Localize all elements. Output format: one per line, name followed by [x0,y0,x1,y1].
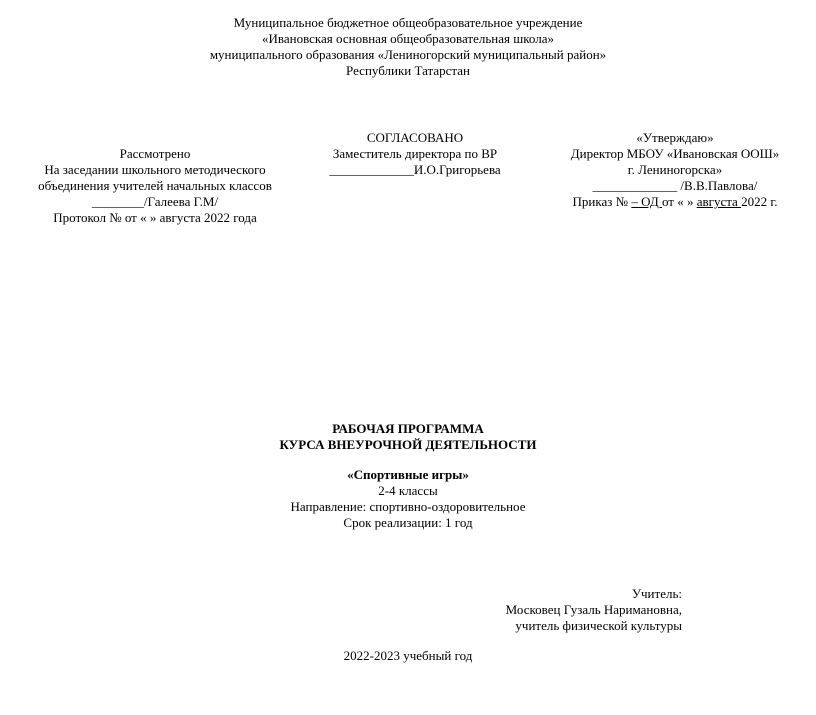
teacher-position: учитель физической культуры [515,618,682,633]
reviewed-protocol: Протокол № от « » августа 2022 года [53,210,257,225]
reviewed-line-3: объединения учителей начальных классов [38,178,272,193]
agreed-signature: _____________И.О.Григорьева [329,162,501,177]
approved-city: г. Лениногорска» [627,162,723,177]
course-name: «Спортивные игры» [347,467,469,482]
teacher-name: Московец Гузаль Наримановна, [505,602,682,617]
approved-position: Директор МБОУ «Ивановская ООШ» [570,146,780,161]
reviewed-signature: ________/Галеева Г.М/ [91,194,219,209]
agreed-position: Заместитель директора по ВР [332,146,498,161]
header-line-3: муниципального образования «Лениногорский муниципальный район» [209,47,607,62]
order-year: 2022 г. [741,194,778,209]
program-subtitle: КУРСА ВНЕУРОЧНОЙ ДЕЯТЕЛЬНОСТИ [279,437,537,452]
approved-order [555,194,795,210]
approved-title: «Утверждаю» [636,130,714,145]
program-title: РАБОЧАЯ ПРОГРАММА [332,421,484,436]
agreed-title: СОГЛАСОВАНО [366,130,464,145]
order-date: от « » [661,194,697,209]
grades: 2-4 классы [378,483,438,498]
order-number: – ОД [631,194,662,209]
order-month: августа [696,194,742,209]
teacher-label: Учитель: [631,586,682,601]
header-line-1: Муниципальное бюджетное общеобразовательное учреждение [233,15,583,30]
term: Срок реализации: 1 год [343,515,473,530]
reviewed-title: Рассмотрено [119,146,191,161]
reviewed-line-2: На заседании школьного методического [44,162,266,177]
header-line-4: Республики Татарстан [346,63,470,78]
approved-signature: _____________ /В.В.Павлова/ [592,178,758,193]
order-prefix: Приказ № [572,194,632,209]
header-line-2: «Ивановская основная общеобразовательная школа» [262,31,554,46]
academic-year: 2022-2023 учебный год [343,648,473,663]
direction: Направление: спортивно-оздоровительное [290,499,526,514]
